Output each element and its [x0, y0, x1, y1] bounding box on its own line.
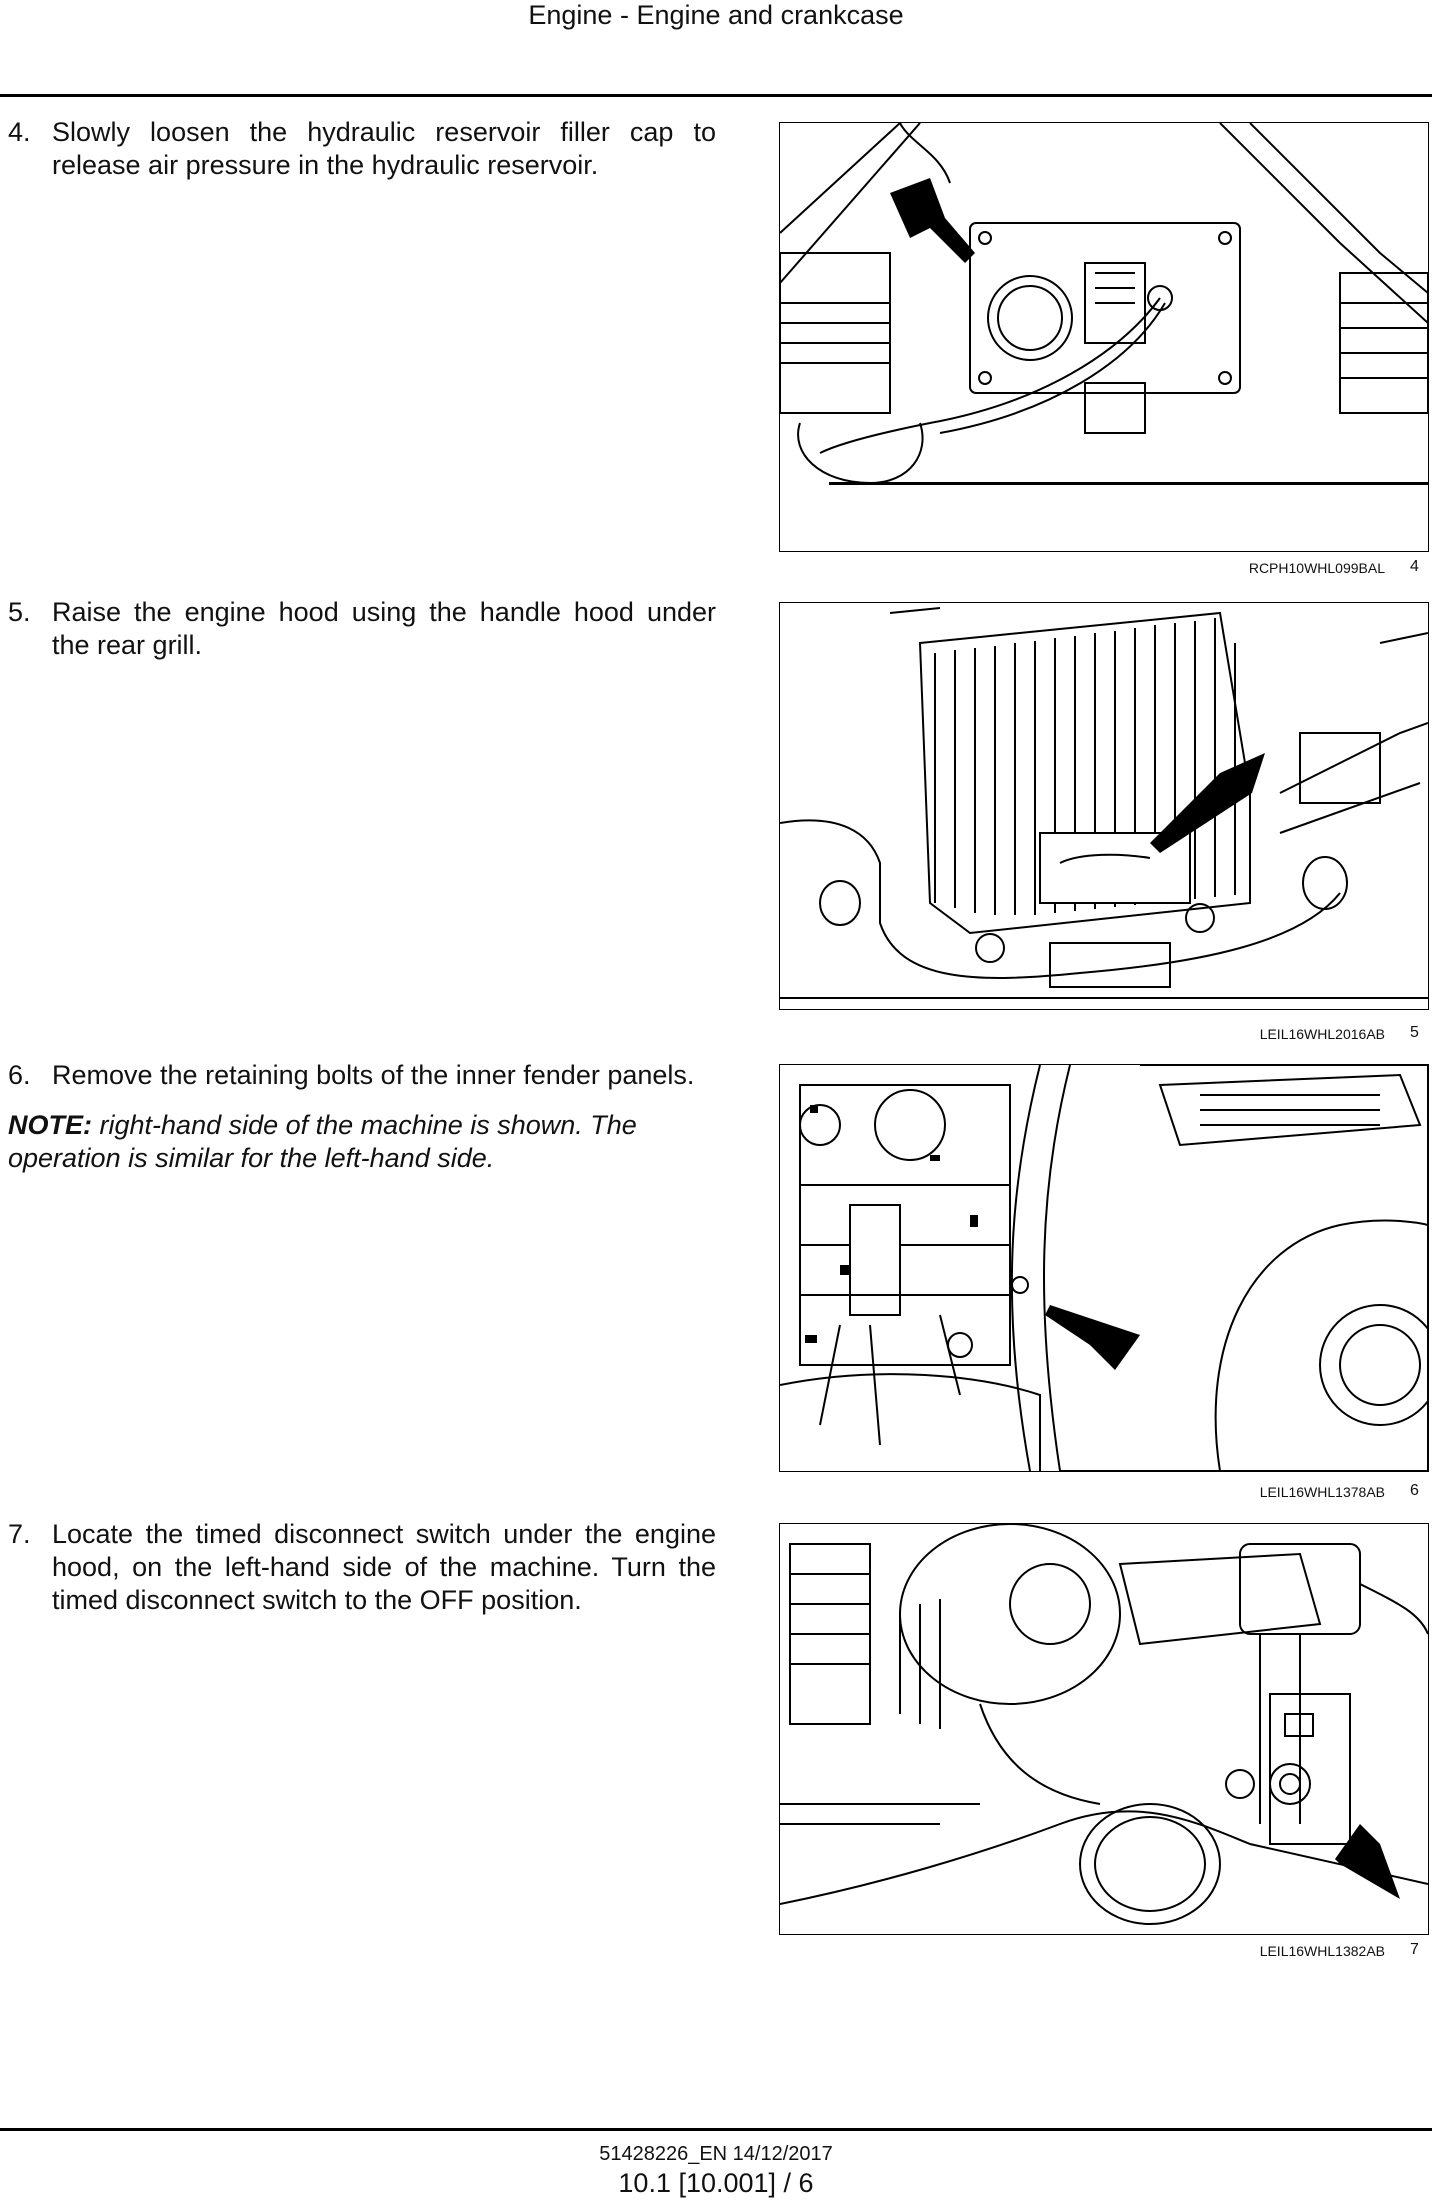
step-6: [8, 1059, 716, 1092]
arrow-icon: [1045, 1305, 1140, 1370]
arrow-icon: [1335, 1824, 1400, 1899]
footer-doc-code: 51428226_EN 14/12/2017: [599, 2143, 833, 2165]
figure-timed-disconnect-switch: [779, 1523, 1429, 1935]
figure-number: 7: [1410, 1941, 1419, 1958]
note: [8, 1109, 716, 1175]
step-text: Locate the timed disconnect switch under the engine hood, on the left-hand side of the machine. Turn the timed disconnect switch to the OFF position.: [52, 1519, 716, 1615]
illustration-disconnect-switch: [780, 1524, 1428, 1934]
step-text: Remove the retaining bolts of the inner fender panels.: [52, 1060, 695, 1090]
step-text: Raise the engine hood using the handle hood under the rear grill.: [52, 597, 716, 660]
illustration-engine-hood: [780, 603, 1428, 1009]
illustration-inner-fender: [780, 1065, 1428, 1471]
footer-rule: [0, 2128, 1432, 2131]
arrow-icon: [890, 178, 975, 263]
figure-number: 5: [1410, 1024, 1419, 1041]
note-text: right-hand side of the machine is shown. The operation is similar for the left-hand side.: [8, 1110, 637, 1173]
figure-code: RCPH10WHL099BAL: [1248, 560, 1385, 576]
step-number: 4.: [8, 117, 31, 147]
figure-engine-hood-handle: [779, 602, 1429, 1010]
note-label: NOTE:: [8, 1110, 92, 1140]
figure-code: LEIL16WHL2016AB: [1259, 1026, 1385, 1042]
step-7: [8, 1518, 716, 1617]
figure-code: LEIL16WHL1378AB: [1259, 1484, 1385, 1500]
page-header-title: Engine - Engine and crankcase: [528, 0, 904, 30]
illustration-hydraulic-reservoir: [780, 123, 1428, 551]
step-4: [8, 116, 716, 182]
header-rule: [0, 94, 1432, 97]
step-text: Slowly loosen the hydraulic reservoir filler cap to release air pressure in the hydraulic reservoir.: [52, 117, 716, 180]
footer-page-ref: 10.1 [10.001] / 6: [618, 2168, 814, 2198]
figure-hydraulic-filler-cap: [779, 122, 1429, 552]
figure-code: LEIL16WHL1382AB: [1259, 1943, 1385, 1959]
figure-number: 6: [1410, 1482, 1419, 1499]
arrow-icon: [1150, 753, 1265, 853]
step-5: [8, 596, 716, 662]
figure-number: 4: [1410, 558, 1419, 575]
step-number: 7.: [8, 1519, 31, 1549]
step-number: 5.: [8, 597, 31, 627]
step-number: 6.: [8, 1060, 31, 1090]
figure-inner-fender-bolts: [779, 1064, 1429, 1472]
